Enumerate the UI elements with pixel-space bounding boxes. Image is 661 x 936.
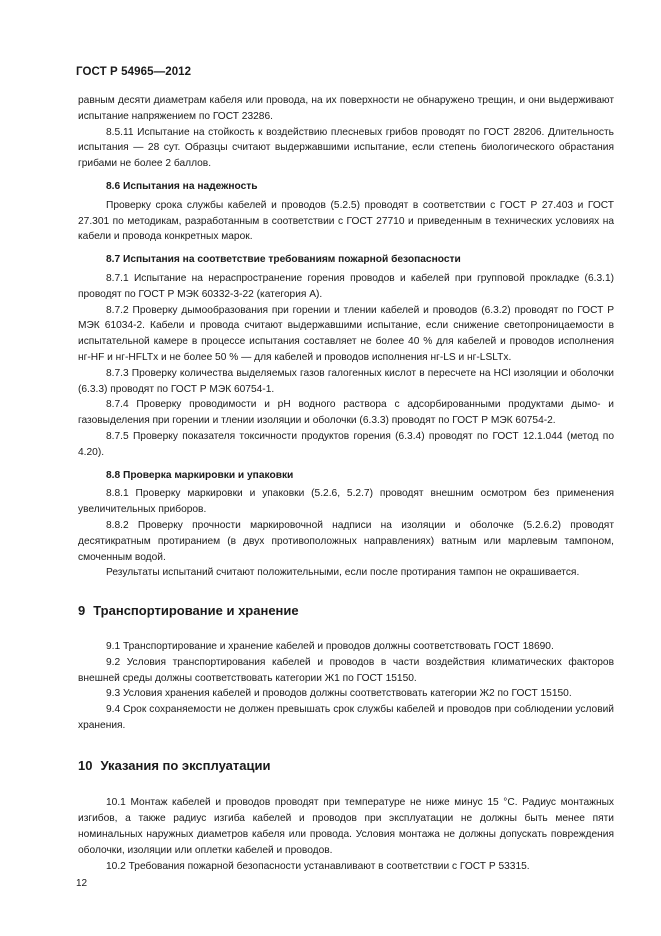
paragraph-8-7-3: 8.7.3 Проверку количества выделяемых газов галогенных кислот в пересчете на HCl изоляции и оболочки (6.3.3) проводят по ГОСТ Р МЭК 60754-1. <box>78 367 614 395</box>
subsection-heading-8-8: 8.8 Проверка маркировки и упаковки <box>106 469 294 481</box>
paragraph-8-6: Проверку срока службы кабелей и проводов (5.2.5) проводят в соответствии с ГОСТ Р 27.403 и ГОСТ 27.301 по методикам, разработанным в соответствии с ГОСТ 27710 и приведенным в технических условиях на кабели и провода конкретных марок. <box>78 199 614 243</box>
subsection-heading-8-6: 8.6 Испытания на надежность <box>106 180 258 192</box>
standard-designation: ГОСТ Р 54965—2012 <box>76 66 192 78</box>
paragraph-9-1: 9.1 Транспортирование и хранение кабелей и проводов должны соответствовать ГОСТ 18690. <box>106 640 554 652</box>
section-number: 9 <box>78 603 86 619</box>
paragraph-8-8-2: 8.8.2 Проверку прочности маркировочной надписи на изоляции и оболочке (5.2.6.2) проводят десятикратным протиранием (в двух противоположных направлениях) ватным или марлевым тампоном, смоченным водой. <box>78 519 614 563</box>
page-number: 12 <box>76 878 88 889</box>
paragraph-9-3: 9.3 Условия хранения кабелей и проводов должны соответствовать категории Ж2 по ГОСТ 15150. <box>106 688 572 700</box>
paragraph-8-5-11: 8.5.11 Испытание на стойкость к воздействию плесневых грибов проводят по ГОСТ 28206. Длительность испытания — 28 сут. Образцы считают выдержавшими испытание, если степень биологического обрастания грибами не более 2 баллов. <box>78 126 614 170</box>
paragraph-8-7-2: 8.7.2 Проверку дымообразования при горении и тлении кабелей и проводов (6.3.2) проводят по ГОСТ Р МЭК 61034-2. Кабели и провода считают выдержавшими испытание, если снижение светопроницаемости в испытательной камере в процессе испытания составляет не более 40 % для кабелей и проводов исполнения нг-HF и нг-HFLTx и не более 50 % — для кабелей и проводов исполнения нг-LS и нг-LSLTx. <box>78 304 614 363</box>
paragraph-8-8-1: 8.8.1 Проверку маркировки и упаковки (5.2.6, 5.2.7) проводят внешним осмотром без применения увеличительных приборов. <box>78 488 614 516</box>
paragraph-continuation: равным десяти диаметрам кабеля или провода, на их поверхности не обнаружено трещин, и они выдерживают испытание напряжением по ГОСТ 23286. <box>78 95 614 122</box>
paragraph-8-7-4: 8.7.4 Проверку проводимости и pH водного раствора с адсорбированными продуктами дымо- и газовыделения при горении и тлении изоляции и оболочки (6.3.3) проводят по ГОСТ Р МЭК 60754-2. <box>78 399 614 427</box>
paragraph-10-2: 10.2 Требования пожарной безопасности устанавливают в соответствии с ГОСТ Р 53315. <box>106 860 530 872</box>
paragraph-9-4: 9.4 Срок сохраняемости не должен превышать срок службы кабелей и проводов при соблюдении условий хранения. <box>78 704 614 731</box>
section-heading-9 <box>78 603 614 619</box>
paragraph-8-7-5: 8.7.5 Проверку показателя токсичности продуктов горения (6.3.4) проводят по ГОСТ 12.1.044 (метод по 4.20). <box>78 430 614 458</box>
section-number: 10 <box>78 757 93 773</box>
paragraph-9-2: 9.2 Условия транспортирования кабелей и проводов в части воздействия климатических факторов внешней среды должны соответствовать категории Ж1 по ГОСТ 15150. <box>78 656 614 684</box>
subsection-heading-8-7: 8.7 Испытания на соответствие требованиям пожарной безопасности <box>106 254 461 266</box>
paragraph-10-1: 10.1 Монтаж кабелей и проводов проводят при температуре не ниже минус 15 °С. Радиус монтажных изгибов, а также радиус изгиба кабелей и проводов при эксплуатации не должны быть менее пяти номинальных наружных диаметров кабеля или провода. Условия монтажа не должны допускать повреждения оболочки, изоляции или оплетки кабелей и проводов. <box>78 797 614 856</box>
section-title: Указания по эксплуатации <box>100 757 271 773</box>
paragraph-8-8-2-result: Результаты испытаний считают положительными, если после протирания тампон не окрашивается. <box>106 567 580 579</box>
section-title: Транспортирование и хранение <box>93 603 299 619</box>
paragraph-8-7-1: 8.7.1 Испытание на нераспространение горения проводов и кабелей при групповой прокладке (6.3.1) проводят по ГОСТ Р МЭК 60332-3-22 (категория А). <box>78 272 614 300</box>
document-body <box>78 93 614 874</box>
section-heading-10 <box>78 758 614 774</box>
